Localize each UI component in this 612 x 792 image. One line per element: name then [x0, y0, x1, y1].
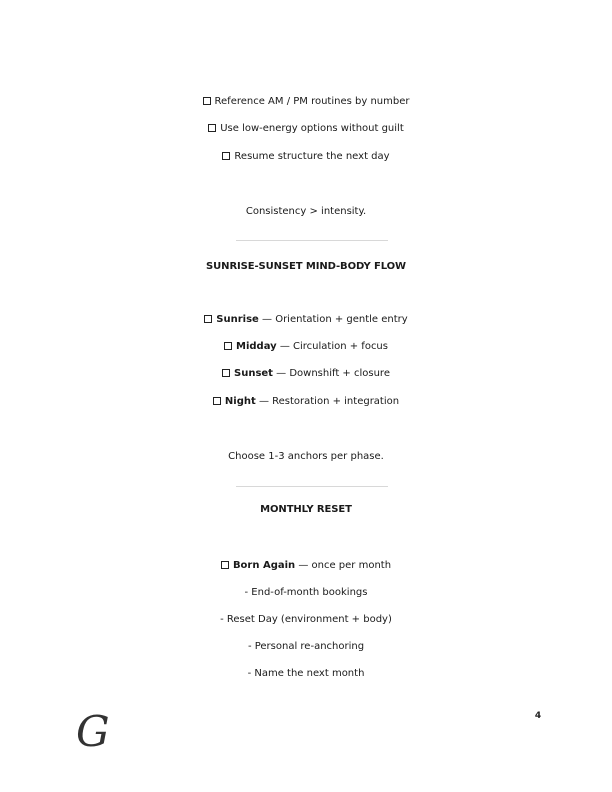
- checkbox-icon[interactable]: [222, 152, 230, 160]
- checklist-item-resume[interactable]: [0, 151, 612, 163]
- flow-item-desc: — Circulation + focus: [276, 341, 388, 352]
- checkbox-icon[interactable]: [221, 561, 229, 569]
- monthly-item-label: Born Again: [232, 560, 296, 571]
- flow-item-desc: — Orientation + gentle entry: [258, 314, 408, 325]
- flow-item-sunset[interactable]: [0, 368, 612, 380]
- monthly-heading: MONTHLY RESET: [260, 504, 352, 515]
- flow-note: Choose 1-3 anchors per phase.: [228, 451, 384, 462]
- checkbox-icon[interactable]: [208, 124, 216, 132]
- monthly-step: - Personal re-anchoring: [247, 641, 365, 652]
- checklist-item-label: Resume structure the next day: [234, 151, 390, 162]
- flow-item-desc: — Restoration + integration: [255, 396, 400, 407]
- flow-item-night[interactable]: [0, 396, 612, 408]
- monthly-item-born-again[interactable]: [0, 560, 612, 572]
- flow-item-desc: — Downshift + closure: [272, 368, 390, 379]
- checklist-item-reference[interactable]: [0, 96, 612, 108]
- section-divider: [236, 486, 388, 487]
- checklist-item-label: Reference AM / PM routines by number: [214, 96, 410, 107]
- flow-heading: SUNRISE-SUNSET MIND-BODY FLOW: [206, 261, 406, 272]
- brand-logo: G: [76, 707, 110, 756]
- section-divider: [236, 240, 388, 241]
- flow-item-label: Midday: [236, 341, 277, 352]
- monthly-item-desc: — once per month: [295, 560, 392, 571]
- checklist-item-low-energy[interactable]: [0, 123, 612, 135]
- checkbox-icon[interactable]: [213, 397, 221, 405]
- checkbox-icon[interactable]: [203, 97, 211, 105]
- flow-item-label: Sunset: [234, 368, 273, 379]
- consistency-note: Consistency > intensity.: [245, 206, 367, 217]
- monthly-step: - End-of-month bookings: [244, 587, 368, 598]
- flow-item-label: Sunrise: [216, 314, 259, 325]
- checkbox-icon[interactable]: [224, 342, 232, 350]
- page-number: 4: [534, 711, 542, 721]
- checklist-item-label: Use low-energy options without guilt: [220, 123, 404, 134]
- monthly-step: - Reset Day (environment + body): [220, 614, 392, 625]
- checkbox-icon[interactable]: [204, 315, 212, 323]
- checkbox-icon[interactable]: [222, 369, 230, 377]
- monthly-step: - Name the next month: [247, 668, 365, 679]
- flow-item-sunrise[interactable]: [0, 314, 612, 326]
- flow-item-midday[interactable]: [0, 341, 612, 353]
- flow-item-label: Night: [224, 396, 256, 407]
